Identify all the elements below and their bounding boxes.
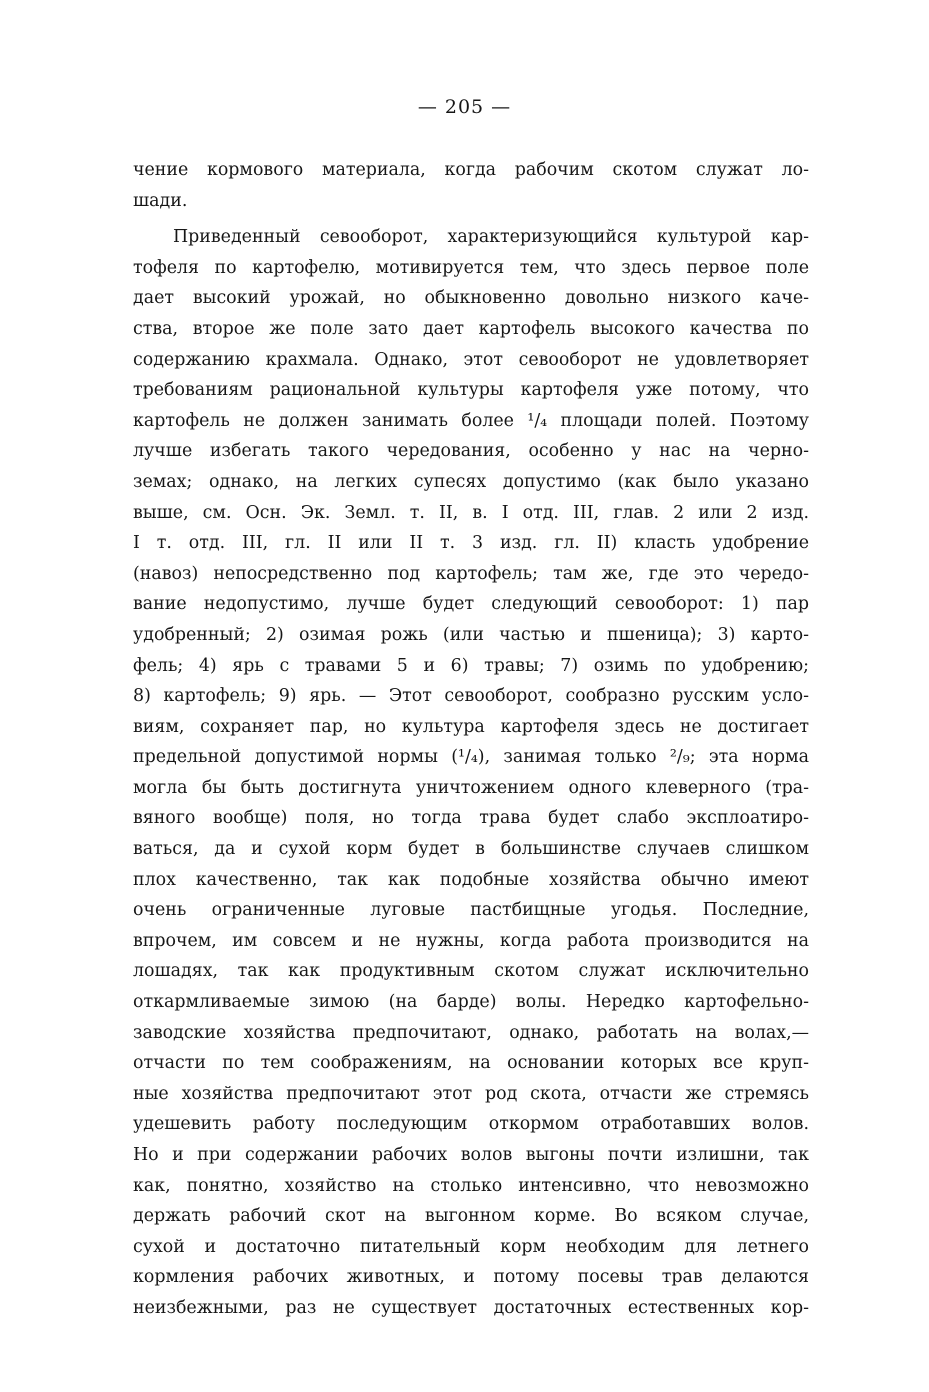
text-line: как, понятно, хозяйство на столько интенсивно, что невозможно — [133, 1175, 809, 1196]
text-line: заводские хозяйства предпочитают, однако, работать на волах,— — [133, 1022, 809, 1043]
text-line: очень ограниченные луговые пастбищные угодья. Последние, — [133, 900, 809, 921]
text-line: удешевить работу последующим откормом отработавших волов. — [133, 1114, 809, 1135]
text-line: 8) картофель; 9) ярь. — Этот севооборот, сообразно русским усло- — [133, 686, 809, 707]
text-line: картофель не должен занимать более ¹/₄ площади полей. Поэтому — [133, 410, 809, 431]
text-line: земах; однако, на легких супесях допустимо (как было указано — [133, 471, 809, 492]
text-line: ные хозяйства предпочитают этот род скота, отчасти же стремясь — [133, 1083, 809, 1104]
text-line: тофеля по картофелю, мотивируется тем, что здесь первое поле — [133, 257, 809, 278]
text-line: могла бы быть достигнута уничтожением одного клеверного (тра- — [133, 777, 809, 798]
text-line: откармливаемые зимою (на барде) волы. Нередко картофельно- — [133, 992, 809, 1013]
text-line: требованиям рациональной культуры картофеля уже потому, что — [133, 380, 809, 401]
text-line: держать рабочий скот на выгонном корме. Во всяком случае, — [133, 1206, 809, 1227]
paragraph-continuation — [133, 155, 809, 216]
text-line: I т. отд. III, гл. II или II т. 3 изд. гл. II) класть удобрение — [133, 533, 809, 554]
text-line: Но и при содержании рабочих волов выгоны почти излишни, так — [133, 1145, 809, 1165]
text-line: плох качественно, так как подобные хозяйства обычно имеют — [133, 869, 809, 890]
text-line: отчасти по тем соображениям, на основании которых все круп- — [133, 1053, 809, 1074]
text-line: неизбежными, раз не существует достаточных естественных кор- — [133, 1297, 809, 1318]
text-line: чение кормового материала, когда рабочим скотом служат ло- — [133, 160, 809, 180]
text-line: шади. — [133, 190, 188, 211]
text-line: впрочем, им совсем и не нужны, когда работа производится на — [133, 930, 809, 951]
text-line: ства, второе же поле зато дает картофель высокого качества по — [133, 318, 809, 339]
text-line: лучше избегать такого чередования, особенно у нас на черно- — [133, 441, 809, 462]
text-line: дает высокий урожай, но обыкновенно довольно низкого каче- — [133, 288, 809, 309]
text-line: удобренный; 2) озимая рожь (или частью и пшеница); 3) карто- — [133, 624, 809, 645]
text-line: виям, сохраняет пар, но культура картофеля здесь не достигает — [133, 716, 809, 737]
page-number: — 205 — — [417, 96, 512, 118]
text-line: сухой и достаточно питательный корм необходим для летнего — [133, 1236, 809, 1257]
text-line: содержанию крахмала. Однако, этот севооборот не удовлетворяет — [133, 349, 809, 370]
text-line: (навоз) непосредственно под картофель; там же, где это чередо- — [133, 563, 809, 584]
text-line: лошадях, так как продуктивным скотом служат исключительно — [133, 961, 809, 982]
body-text — [133, 155, 809, 1324]
text-line: вяного вообще) поля, но тогда трава будет слабо эксплоатиро- — [133, 808, 809, 829]
text-line: фель; 4) ярь с травами 5 и 6) травы; 7) озимь по удобрению; — [133, 655, 809, 676]
text-line: выше, см. Осн. Эк. Земл. т. II, в. I отд. III, глав. 2 или 2 изд. — [133, 502, 809, 523]
text-line: ваться, да и сухой корм будет в большинстве случаев слишком — [133, 839, 809, 860]
paragraph-crop-rotation — [133, 222, 809, 1323]
text-line: кормления рабочих животных, и потому посевы трав делаются — [133, 1267, 809, 1288]
text-line: предельной допустимой нормы (¹/₄), занимая только ²/₉; эта норма — [133, 747, 809, 768]
text-line: вание недопустимо, лучше будет следующий севооборот: 1) пар — [133, 594, 809, 615]
text-line: Приведенный севооборот, характеризующийся культурой кар- — [173, 227, 809, 248]
